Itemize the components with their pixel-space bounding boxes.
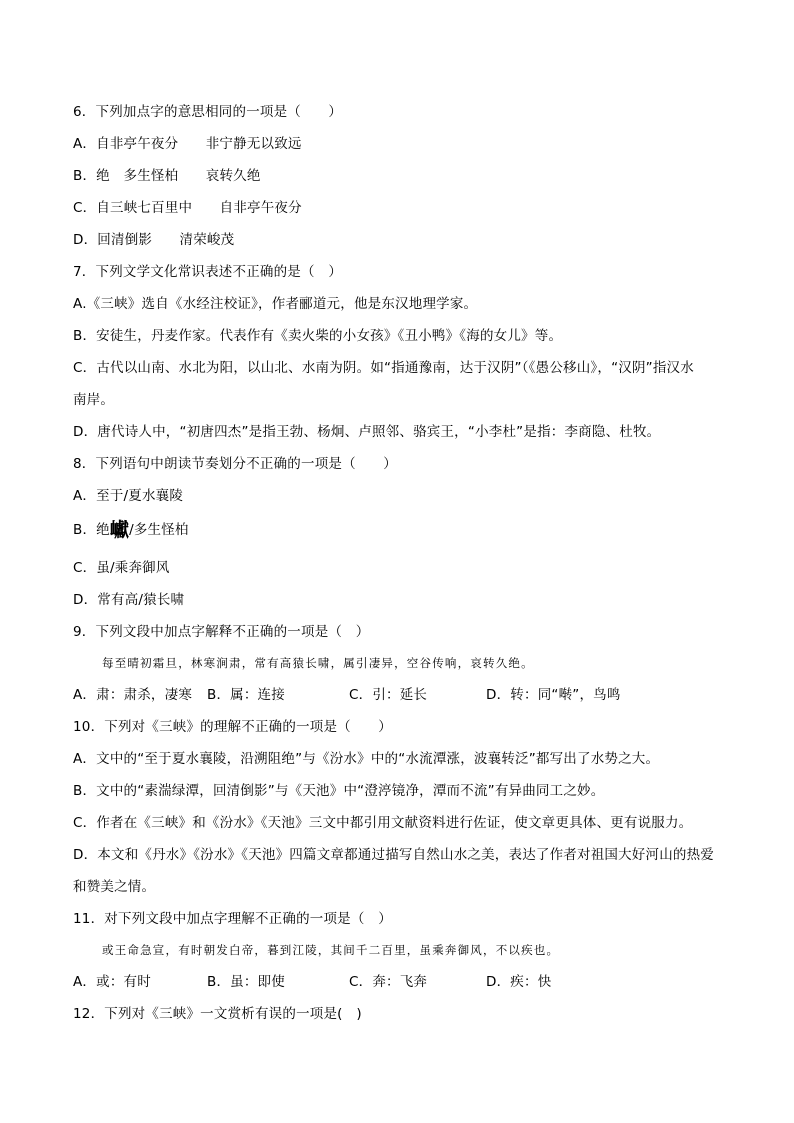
q10-stem: 10．下列对《三峡》的理解不正确的一项是（ ） bbox=[73, 719, 392, 735]
q6-option-c: C．自三峡七百里中 自非亭午夜分 bbox=[73, 200, 302, 216]
q6-option-a: A．自非亭午夜分 非宁静无以致远 bbox=[73, 136, 302, 152]
q7-option-d: D．唐代诗人中，“初唐四杰”是指王勃、杨炯、卢照邻、骆宾王，“小李杜”是指：李商隐、杜牧。 bbox=[73, 424, 661, 440]
q9-option-d: D．转：同“啭”，鸟鸣 bbox=[486, 687, 621, 703]
q7-option-a: A.《三峡》选自《水经注校证》，作者郦道元，他是东汉地理学家。 bbox=[73, 296, 478, 312]
q11-option-b: B．虽：即使 bbox=[207, 974, 285, 990]
q9-stem: 9．下列文段中加点字解释不正确的一项是（ ） bbox=[73, 624, 370, 640]
q9-option-a: A．肃：肃杀，凄寒 bbox=[73, 687, 193, 703]
q10-option-d-line2: 和赞美之情。 bbox=[73, 879, 156, 895]
q8-option-a: A．至于/夏水襄陵 bbox=[73, 488, 184, 504]
q6-option-d: D．回清倒影 清荣峻茂 bbox=[73, 232, 235, 248]
q8-option-c: C．虽/乘奔御风 bbox=[73, 560, 170, 576]
q10-option-a: A．文中的“至于夏水襄陵，沿溯阻绝”与《汾水》中的“水流潭涨，波襄转泛”都写出了水势之大。 bbox=[73, 751, 660, 767]
q6-option-b: B．绝 多生怪柏 哀转久绝 bbox=[73, 168, 261, 184]
q11-stem: 11．对下列文段中加点字理解不正确的一项是（ ） bbox=[73, 911, 392, 927]
q9-passage: 每至晴初霜旦，林寒涧肃，常有高猿长啸，属引凄异，空谷传响，哀转久绝。 bbox=[102, 656, 534, 670]
q10-option-d-line1: D．本文和《丹水》《汾水》《天池》四篇文章都通过描写自然山水之美，表达了作者对祖国大好河山的热爱 bbox=[73, 847, 714, 863]
q11-option-d: D．疾：快 bbox=[486, 974, 552, 990]
q11-option-c: C．奔：飞奔 bbox=[349, 974, 428, 990]
q8-stem: 8．下列语句中朗读节奏划分不正确的一项是（ ） bbox=[73, 456, 397, 472]
q9-option-c: C．引：延长 bbox=[349, 687, 428, 703]
q7-option-b: B．安徒生，丹麦作家。代表作有《卖火柴的小女孩》《丑小鸭》《海的女儿》等。 bbox=[73, 328, 563, 344]
q7-option-c-line2: 南岸。 bbox=[73, 392, 115, 408]
q8-option-b-prefix: B．绝 bbox=[73, 522, 110, 538]
q8-option-b-suffix: /多生怪柏 bbox=[129, 522, 189, 538]
q6-stem: 6．下列加点字的意思相同的一项是（ ） bbox=[73, 104, 343, 120]
q11-options bbox=[73, 973, 551, 991]
q11-passage: 或王命急宣，有时朝发白帝，暮到江陵，其间千二百里，虽乘奔御风，不以疾也。 bbox=[102, 943, 560, 957]
q9-options bbox=[73, 686, 621, 704]
q8-option-d: D．常有高/猿长啸 bbox=[73, 592, 185, 608]
q12-stem: 12．下列对《三峡》一文赏析有误的一项是( ) bbox=[73, 1006, 362, 1022]
q8-option-b-large-char: 巘 bbox=[109, 519, 130, 541]
q10-option-b: B．文中的“素湍绿潭，回清倒影”与《天池》中“澄渟镜净，潭而不流”有异曲同工之妙。 bbox=[73, 783, 605, 799]
q9-option-b: B．属：连接 bbox=[207, 687, 285, 703]
q8-option-b bbox=[73, 521, 189, 539]
q11-option-a: A．或：有时 bbox=[73, 974, 151, 990]
q10-option-c: C．作者在《三峡》和《汾水》《天池》三文中都引用文献资料进行佐证，使文章更具体、更有说服力。 bbox=[73, 815, 693, 831]
q7-stem: 7．下列文学文化常识表述不正确的是（ ） bbox=[73, 264, 343, 280]
q7-option-c-line1: C．古代以山南、水北为阳，以山北、水南为阴。如“指通豫南，达于汉阴”（《愚公移山》，“汉阴”指汉水 bbox=[73, 360, 694, 376]
